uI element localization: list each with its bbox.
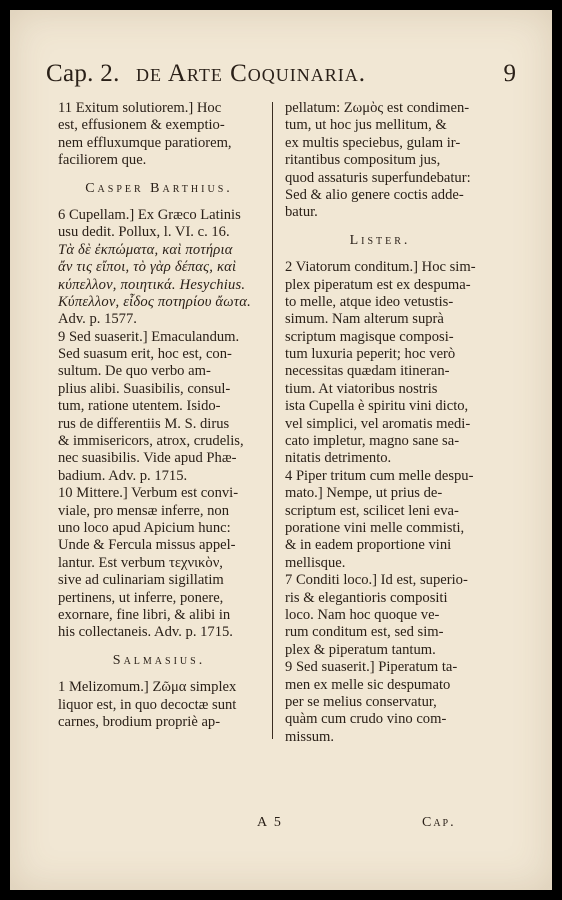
text-line: vel simplici, vel aromatis medi-: [285, 415, 471, 432]
text-line: scriptum magisque composi-: [285, 328, 454, 345]
text-line: Sed suasum erit, hoc est, con-: [58, 346, 232, 363]
text-line: nitatis detrimento.: [285, 450, 392, 467]
text-line: lantur. Est verbum τεχνικὸν,: [58, 554, 223, 571]
running-head: [46, 60, 516, 94]
greek-text-line: κύπελλον, ποιητικά. Hesychius.: [58, 276, 246, 293]
text-line: tum, ratione utentem. Isido-: [58, 398, 221, 415]
greek-text-line: Κύπελλον, εἶδος ποτηρίου ἄωτα.: [58, 293, 251, 310]
text-line: 1 Melizomum.] Ζῶμα simplex: [58, 679, 237, 696]
text-line: pertinens, ut inferre, ponere,: [58, 589, 224, 606]
text-line: exornare, fine libri, & alibi in: [58, 606, 231, 623]
text-line: plex & piperatum tantum.: [285, 641, 436, 658]
text-line: missum.: [285, 728, 335, 745]
greek-text-line: ἄν τις εἴποι, τὸ γὰρ δέπας, καὶ: [58, 259, 237, 276]
right-column: [285, 100, 475, 746]
page-number: 9: [503, 60, 516, 87]
text-line: simum. Nam alterum suprà: [285, 311, 444, 328]
book-page: [10, 10, 552, 890]
text-line: scriptum est, scilicet leni eva-: [285, 502, 459, 519]
text-line: nec suasibilis. Vide apud Phæ-: [58, 450, 237, 467]
text-line: tum luxuria peperit; hoc verò: [285, 346, 456, 363]
text-line: Sed & alio genere coctis adde-: [285, 186, 464, 203]
commentator-heading: Casper Barthius.: [85, 180, 233, 196]
paragraph-gap: [285, 249, 475, 259]
text-line: necessitas quædam itineran-: [285, 363, 450, 380]
paragraph-gap: [58, 197, 260, 207]
text-line: & in eadem proportione vini: [285, 537, 452, 554]
text-line: ex multis speciebus, gulam ir-: [285, 134, 461, 151]
text-line: 7 Conditi loco.] Id est, superio-: [285, 572, 468, 589]
text-line: 9 Sed suaserit.] Emaculandum.: [58, 328, 240, 345]
text-line: Adv. p. 1577.: [58, 311, 137, 328]
text-line: batur.: [285, 204, 318, 221]
commentator-heading: Lister.: [349, 232, 411, 248]
text-line: viale, pro mensæ inferre, non: [58, 502, 230, 519]
text-line: poratione vini melle commisti,: [285, 520, 465, 536]
text-line: ritantibus compositum jus,: [285, 152, 441, 169]
text-line: 4 Piper tritum cum melle despu-: [285, 467, 474, 484]
text-line: 9 Sed suaserit.] Piperatum ta-: [285, 659, 458, 676]
text-line: carnes, brodium propriè ap-: [58, 713, 221, 730]
text-line: quàm cum crudo vino com-: [285, 711, 447, 728]
text-line: est, effusionem & exemptio-: [58, 117, 225, 134]
greek-text-line: Τὰ δὲ ἐκπώματα, καὶ ποτήρια: [58, 241, 233, 258]
text-line: to melle, atque ideo vetustis-: [285, 293, 454, 310]
signature-mark: A 5: [257, 815, 283, 830]
paragraph-gap: [58, 669, 260, 679]
paragraph-gap: [58, 170, 260, 180]
text-line: liquor est, in quo decoctæ sunt: [58, 696, 237, 713]
text-line: mato.] Nempe, ut prius de-: [285, 485, 443, 502]
text-line: pellatum: Ζωμὸς est condimen-: [285, 100, 470, 116]
text-line: rus de differentiis M. S. dirus: [58, 415, 230, 432]
text-line: his collectaneis. Adv. p. 1715.: [58, 624, 233, 641]
book-title: de Arte Coquinaria.: [136, 60, 366, 87]
text-line: 6 Cupellam.] Ex Græco Latinis: [58, 206, 241, 223]
text-line: mellisque.: [285, 554, 346, 571]
text-line: quod assaturis superfundebatur:: [285, 169, 471, 186]
text-line: plius alibi. Suasibilis, consul-: [58, 380, 231, 397]
text-line: 11 Exitum solutiorem.] Hoc: [58, 100, 222, 116]
text-line: Unde & Fercula missus appel-: [58, 537, 236, 554]
text-line: sultum. De quo verbo am-: [58, 363, 211, 380]
text-line: ista Cupella è spiritu vini dicto,: [285, 398, 469, 415]
text-line: 10 Mittere.] Verbum est convi-: [58, 485, 239, 502]
paragraph-gap: [58, 642, 260, 652]
column-divider: [272, 102, 273, 739]
text-line: 2 Viatorum conditum.] Hoc sim-: [285, 259, 476, 276]
text-line: ris & elegantioris compositi: [285, 589, 448, 606]
text-line: & immisericors, atrox, crudelis,: [58, 433, 244, 450]
paragraph-gap: [285, 222, 475, 232]
text-line: loco. Nam hoc quoque ve-: [285, 606, 440, 623]
text-line: plex piperatum est ex despuma-: [285, 276, 471, 293]
text-line: rum conditum est, sed sim-: [285, 624, 444, 641]
text-line: sive ad culinariam sigillatim: [58, 572, 224, 589]
text-line: tum, ut hoc jus mellitum, &: [285, 117, 447, 134]
text-line: nem effluxumque paratiorem,: [58, 134, 232, 151]
commentator-heading: Salmasius.: [112, 652, 206, 668]
catchword: Cap.: [422, 815, 456, 830]
text-line: usu dedit. Pollux, l. VI. c. 16.: [58, 224, 230, 241]
chapter-label: Cap. 2.: [46, 60, 120, 87]
text-line: per se melius conservatur,: [285, 693, 437, 710]
text-line: men ex melle sic despumato: [285, 676, 451, 693]
left-column: [58, 100, 260, 731]
text-line: uno loco apud Apicium hunc:: [58, 520, 231, 536]
text-line: tium. At viatoribus nostris: [285, 380, 438, 397]
text-line: faciliorem que.: [58, 152, 147, 169]
text-line: badium. Adv. p. 1715.: [58, 467, 188, 484]
text-line: cato impletur, magno sane sa-: [285, 433, 460, 450]
